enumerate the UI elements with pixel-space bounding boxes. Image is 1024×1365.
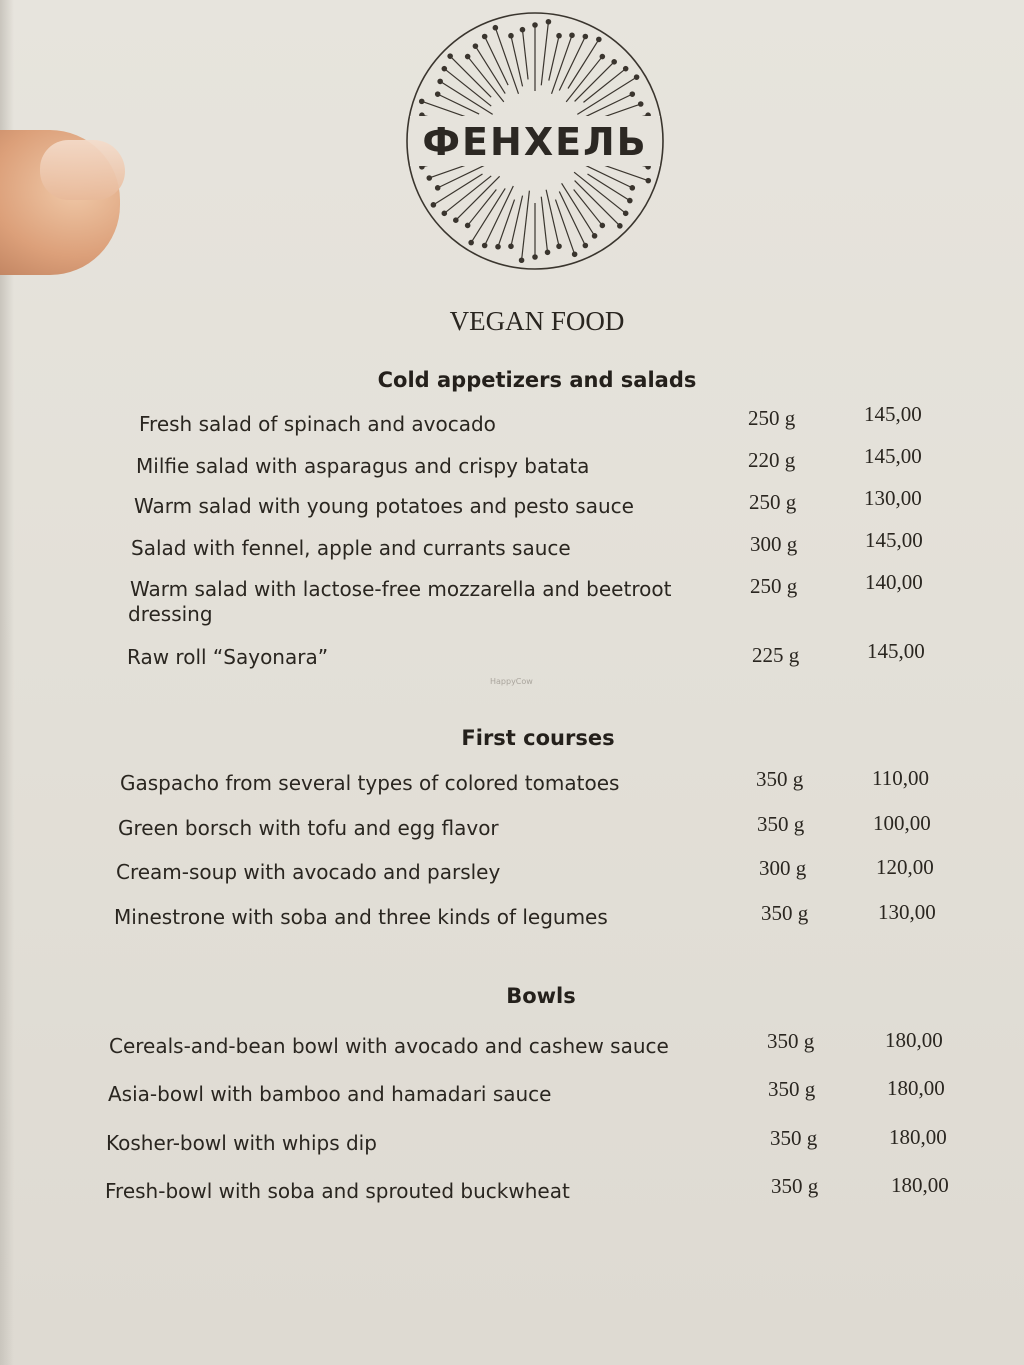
item-price: 145,00 — [865, 528, 923, 552]
item-weight: 250 g — [749, 490, 797, 514]
logo-ray-dot — [546, 20, 550, 24]
item-name: Warm salad with lactose-free mozzarella and beetroot — [130, 577, 672, 601]
logo-ray-dot — [557, 34, 561, 38]
item-weight: 350 g — [756, 767, 804, 791]
logo-ray-dot — [473, 44, 477, 48]
logo-ray-dot — [469, 240, 473, 244]
menu-item — [0, 1028, 1024, 1064]
logo-ray — [549, 36, 559, 81]
menu-item — [0, 639, 1024, 675]
item-name: Salad with fennel, apple and currants sauce — [131, 536, 571, 560]
logo-ray — [546, 190, 559, 247]
logo-ray — [468, 189, 497, 225]
logo-ray-dot — [623, 211, 627, 215]
item-name: Gaspacho from several types of colored tomatoes — [120, 771, 620, 795]
item-price: 120,00 — [876, 855, 934, 879]
menu-title: VEGAN FOOD — [449, 306, 625, 336]
menu-item — [0, 402, 1024, 442]
logo-ray-dot — [618, 224, 622, 228]
section-title-cold-appetizers: Cold appetizers and salads — [377, 368, 697, 392]
item-price: 145,00 — [864, 444, 922, 468]
section-title-bowls: Bowls — [506, 984, 576, 1008]
menu-item — [0, 1173, 1024, 1209]
menu-item — [0, 855, 1024, 890]
logo-ray-dot — [465, 223, 469, 227]
logo-ray-dot — [600, 223, 604, 227]
item-price: 145,00 — [864, 402, 922, 426]
menu-item — [0, 444, 1024, 484]
logo-ray-dot — [646, 178, 650, 182]
logo-ray-dot — [630, 186, 634, 190]
logo-ray-dot — [628, 198, 632, 202]
item-name: Fresh salad of spinach and avocado — [139, 412, 496, 436]
logo-ray-dot — [431, 203, 435, 207]
logo-ray-dot — [630, 92, 634, 96]
item-name: Kosher-bowl with whips dip — [106, 1131, 377, 1155]
item-price: 145,00 — [867, 639, 925, 663]
menu-item — [0, 1076, 1024, 1112]
menu-item — [0, 486, 1024, 524]
item-price: 180,00 — [891, 1173, 949, 1197]
item-weight: 220 g — [748, 448, 796, 472]
logo-ray-dot — [438, 79, 442, 83]
item-weight: 225 g — [752, 643, 800, 667]
item-weight: 350 g — [767, 1029, 815, 1053]
logo-ray-dot — [572, 252, 576, 256]
logo-ray-dot — [496, 245, 500, 249]
logo-ray-dot — [545, 250, 549, 254]
logo-ray-dot — [570, 33, 574, 37]
menu-item — [0, 900, 1024, 935]
item-name: Milfie salad with asparagus and crispy batata — [136, 454, 590, 478]
logo-ray-dot — [482, 34, 486, 38]
menu-item — [0, 766, 1024, 801]
menu-item — [0, 1125, 1024, 1161]
logo-ray-dot — [533, 23, 537, 27]
item-name-continued: dressing — [128, 602, 213, 626]
logo-ray-dot — [623, 66, 627, 70]
item-weight: 350 g — [761, 901, 809, 925]
logo-ray-dot — [454, 218, 458, 222]
watermark: HappyCow — [490, 677, 533, 686]
logo-ray-dot — [427, 176, 431, 180]
logo-ray-dot — [583, 243, 587, 247]
logo-ray-dot — [639, 102, 643, 106]
item-weight: 350 g — [757, 812, 805, 836]
logo-ray-dot — [557, 244, 561, 248]
item-weight: 250 g — [750, 574, 798, 598]
logo-ray — [541, 197, 547, 253]
item-weight: 250 g — [748, 406, 796, 430]
item-weight: 350 g — [768, 1077, 816, 1101]
item-name: Fresh-bowl with soba and sprouted buckwheat — [105, 1179, 570, 1203]
logo-ray-dot — [435, 186, 439, 190]
logo-ray-dot — [493, 26, 497, 30]
logo-ray-dot — [600, 54, 604, 58]
logo-ray-dot — [612, 60, 616, 64]
logo-ray-dot — [592, 234, 596, 238]
item-price: 130,00 — [864, 486, 922, 510]
logo-ray — [522, 30, 528, 80]
logo-ray-dot — [482, 243, 486, 247]
item-weight: 300 g — [759, 856, 807, 880]
item-name: Raw roll “Sayonara” — [127, 645, 329, 669]
section-title-first-courses: First courses — [461, 726, 615, 750]
item-price: 110,00 — [872, 766, 929, 790]
menu-item — [0, 570, 1024, 631]
logo-ray-dot — [597, 37, 601, 41]
menu-item — [0, 811, 1024, 846]
logo-ray-dot — [420, 99, 424, 103]
logo-wordmark: ФЕНХЕЛЬ — [422, 120, 648, 164]
logo-ray — [522, 191, 530, 261]
logo-ray-dot — [634, 75, 638, 79]
logo-ray-dot — [465, 54, 469, 58]
item-price: 100,00 — [873, 811, 931, 835]
item-weight: 350 g — [770, 1126, 818, 1150]
item-price: 180,00 — [885, 1028, 943, 1052]
logo-ray-dot — [448, 54, 452, 58]
logo-ray-dot — [533, 255, 537, 259]
logo-ray-dot — [435, 92, 439, 96]
item-price: 140,00 — [865, 570, 923, 594]
item-weight: 350 g — [771, 1174, 819, 1198]
menu-item — [0, 528, 1024, 566]
item-name: Cream-soup with avocado and parsley — [116, 860, 501, 884]
logo-ray-dot — [509, 244, 513, 248]
logo-ray — [541, 22, 548, 86]
item-name: Asia-bowl with bamboo and hamadari sauce — [108, 1082, 552, 1106]
item-price: 180,00 — [889, 1125, 947, 1149]
logo-ray-dot — [583, 34, 587, 38]
logo-ray — [485, 36, 508, 85]
logo-ray — [438, 94, 479, 114]
item-name: Cereals-and-bean bowl with avocado and cashew sauce — [109, 1034, 669, 1058]
logo-ray-dot — [509, 34, 513, 38]
logo-ray — [574, 189, 603, 225]
thumb-nail — [40, 140, 125, 200]
logo-ray-dot — [442, 66, 446, 70]
item-name: Warm salad with young potatoes and pesto sauce — [134, 494, 634, 518]
item-name: Minestrone with soba and three kinds of legumes — [114, 905, 608, 929]
logo-ray-dot — [519, 258, 523, 262]
logo-ray-dot — [520, 28, 524, 32]
item-price: 130,00 — [878, 900, 936, 924]
item-price: 180,00 — [887, 1076, 945, 1100]
item-name: Green borsch with tofu and egg flavor — [118, 816, 499, 840]
logo-ray-dot — [442, 211, 446, 215]
item-weight: 300 g — [750, 532, 798, 556]
